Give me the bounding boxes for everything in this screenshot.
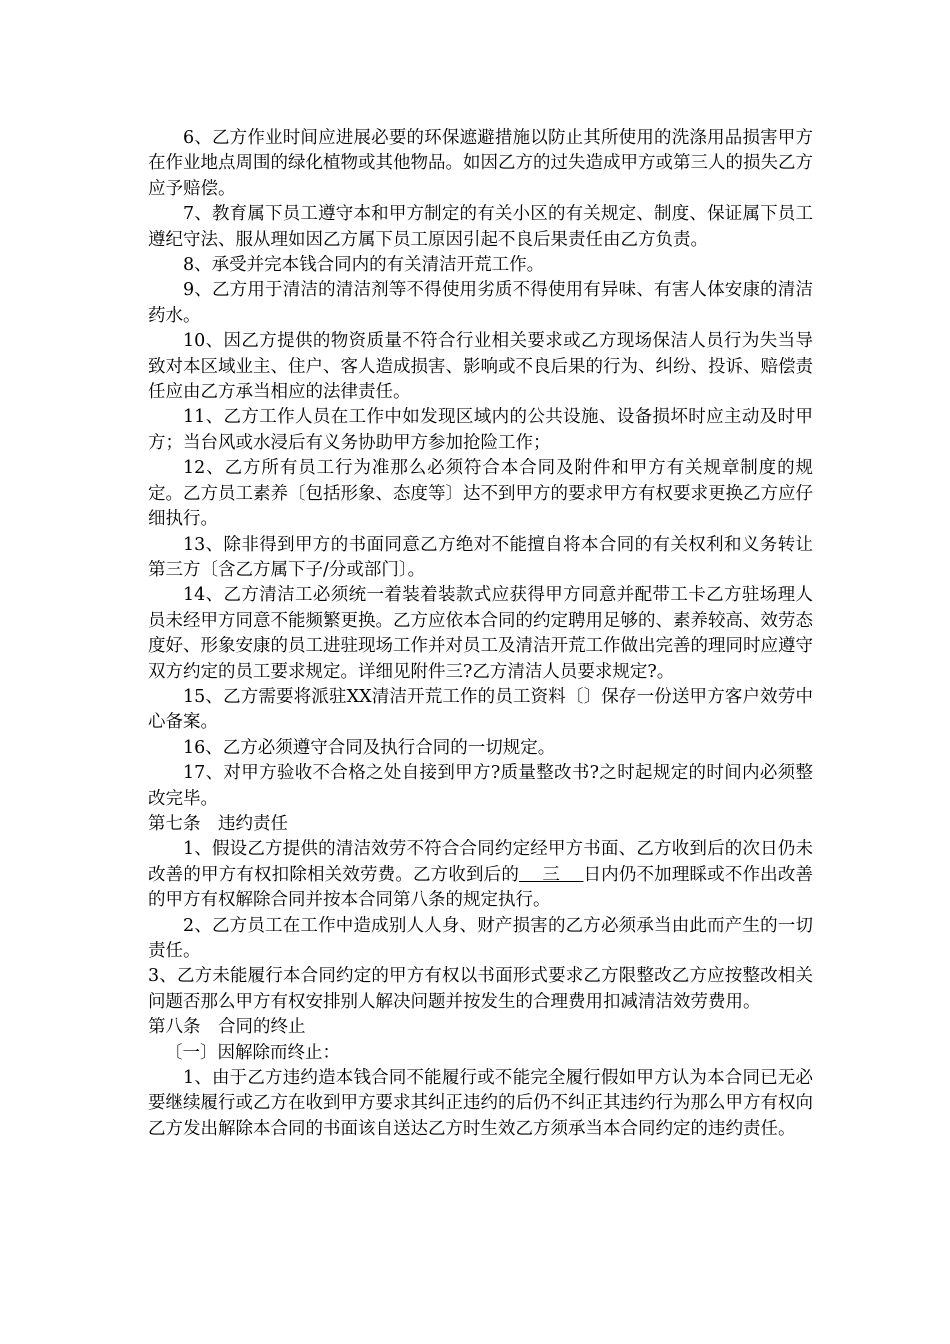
clause-8: 8、承受并完本钱合同内的有关清洁开荒工作。 — [183, 255, 545, 276]
breach-clause-3: 3、乙方未能履行本合同约定的甲方有权以书面形式要求乙方限整改乙方应按整改相关问题否那么甲方有权安排别人解决问题并按发生的合理费用扣减清洁效劳费用。 — [148, 966, 813, 1012]
clause-15: 15、乙方需要将派驻XX清洁开荒工作的员工资料〔〕保存一份送甲方客户效劳中心备案。 — [148, 686, 813, 733]
days-blank: 三 — [519, 864, 584, 885]
clause-9: 9、乙方用于清洁的清洁剂等不得使用劣质不得使用有异味、有害人体安康的清洁药水。 — [148, 280, 813, 326]
clause-17: 17、对甲方验收不合格之处自接到甲方?质量整改书?之时起规定的时间内必须整改完毕。 — [148, 763, 813, 809]
breach-clause-1 — [148, 837, 813, 913]
breach-clause-2: 2、乙方员工在工作中造成别人人身、财产损害的乙方必须承当由此而产生的一切责任。 — [148, 915, 813, 961]
section-heading-8: 第八条 合同的终止 — [148, 1017, 306, 1038]
clause-16: 16、乙方必须遵守合同及执行合同的一切规定。 — [183, 737, 556, 758]
breach-clause-1-part-b: 日内仍不加理睬或不作出改善的甲方有权解除合同并按本合同第八条的规定执行。 — [148, 864, 813, 911]
clause-14: 14、乙方清洁工必须统一着装着装款式应获得甲方同意并配带工卡乙方驻场理人员未经甲方同意不能频繁更换。乙方应依本合同的约定聘用足够的、素养较高、效劳态度好、形象安康的员工进驻现场工作并对员工及清洁开荒工作做出完善的理同时应遵守双方约定的员工要求规定。详细见附件三?乙方清洁人员要求规定?。 — [148, 585, 813, 682]
breach-clause-1-part-a: 1、假设乙方提供的清洁效劳不符合合同约定经甲方书面、乙方收到后的次日仍未改善的甲方有权扣除相关效劳费。乙方收到后的 — [148, 839, 813, 885]
section-heading-7: 第七条 违约责任 — [148, 813, 288, 834]
clause-12: 12、乙方所有员工行为准那么必须符合本合同及附件和甲方有关规章制度的规定。乙方员工素养〔包括形象、态度等〕达不到甲方的要求甲方有权要求更换乙方应仔细执行。 — [148, 458, 813, 530]
clause-6: 6、乙方作业时间应进展必要的环保遮避措施以防止其所使用的洗涤用品损害甲方在作业地点周围的绿化植物或其他物品。如因乙方的过失造成甲方或第三人的损失乙方应予赔偿。 — [148, 128, 813, 199]
clause-10: 10、因乙方提供的物资质量不符合行业相关要求或乙方现场保洁人员行为失当导致对本区域业主、住户、客人造成损害、影响或不良后果的行为、纠纷、投诉、赔偿责任应由乙方承当相应的法律责任。 — [148, 331, 813, 403]
clause-13: 13、除非得到甲方的书面同意乙方绝对不能擅自将本合同的有关权利和义务转让第三方〔含乙方属下子/分或部门〕。 — [148, 534, 813, 580]
subsection-heading-1: 〔一〕因解除而终止： — [165, 1042, 340, 1063]
termination-clause-1: 1、由于乙方违约造本钱合同不能履行或不能完全履行假如甲方认为本合同已无必要继续履行或乙方在收到甲方要求其纠正违约的后仍不纠正其违约行为那么甲方有权向乙方发出解除本合同的书面该自送达乙方时生效乙方须承当本合同约定的违约责任。 — [148, 1068, 813, 1139]
clause-11: 11、乙方工作人员在工作中如发现区域内的公共设施、设备损坏时应主动及时甲方；当台风或水浸后有义务协助甲方参加抢险工作； — [148, 407, 813, 453]
document-page — [148, 126, 813, 1142]
clause-7: 7、教育属下员工遵守本和甲方制定的有关小区的有关规定、制度、保证属下员工遵纪守法、服从理如因乙方属下员工原因引起不良后果责任由乙方负责。 — [148, 204, 813, 250]
